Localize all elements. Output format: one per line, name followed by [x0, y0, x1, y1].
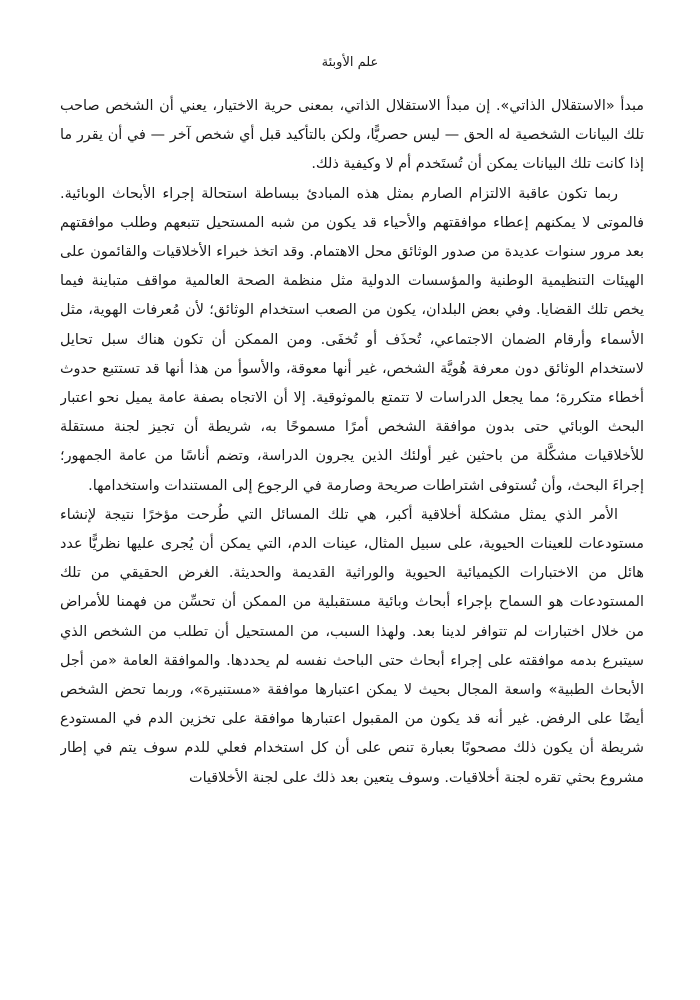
paragraph-1: مبدأ «الاستقلال الذاتي». إن مبدأ الاستقلال الذاتي، بمعنى حرية الاختيار، يعني أن الشخص صاحب تلك البيانات الشخصية له الحق — ليس حصريًّا، ولكن بالتأكيد قبل أي شخص آخر — في أن يقرر ما إذا كانت تلك البيانات يمكن أن تُستَخدم أم لا وكيفية ذلك.: [60, 98, 644, 173]
running-header-title: علم الأوبئة: [321, 55, 379, 70]
paragraph-3: الأمر الذي يمثل مشكلة أخلاقية أكبر، هي تلك المسائل التي طُرحت مؤخرًا نتيجة لإنشاء مستودعات للعينات الحيوية، على سبيل المثال، عينات الدم، التي يمكن أن يُجرى عليها نظريًّا عدد هائل من الاختبارات الكيميائية الحيوية والوراثية القديمة والحديثة. الغرض الحقيقي من تلك المستودعات هو السماح بإجراء أبحاث وبائية مستقبلية من الممكن أن تحسِّن من فهمنا للأمراض من خلال اختبارات لم تتوافر لدينا بعد. ولهذا السبب، من المستحيل أن تطلب من الشخص الذي سيتبرع بدمه موافقته على إجراء أبحاث حتى الباحث نفسه لم يحددها. والموافقة العامة «من أجل الأبحاث الطبية» واسعة المجال بحيث لا يمكن اعتبارها موافقة «مستنيرة»، وربما تحض الشخص أيضًا على الرفض. غير أنه قد يكون من المقبول اعتبارها موافقة على تخزين الدم في المستودع شريطة أن يكون ذلك مصحوبًا بعبارة تنص على أن كل استخدام فعلي للدم سوف يتم في إطار مشروع بحثي تقره لجنة أخلاقيات. وسوف يتعين بعد ذلك على لجنة الأخلاقيات: [60, 506, 644, 786]
body-text: [60, 92, 644, 992]
paragraph-2: ربما تكون عاقبة الالتزام الصارم بمثل هذه المبادئ ببساطة استحالة إجراء الأبحاث الوبائية. فالموتى لا يمكنهم إعطاء موافقتهم والأحياء قد يكون من شبه المستحيل تتبعهم وطلب موافقتهم بعد مرور سنوات عديدة من صدور الوثائق محل الاهتمام. وقد اتخذ خبراء الأخلاقيات والقائمون على الهيئات التنظيمية الوطنية والمؤسسات الدولية مثل منظمة الصحة العالمية مواقف متباينة فيما يخص تلك القضايا. وفي بعض البلدان، يكون من الصعب استخدام الوثائق؛ لأن مُعرفات الهوية، مثل الأسماء وأرقام الضمان الاجتماعي، تُحذَف أو تُخفَى. ومن الممكن أن تكون هناك سبل تحايل لاستخدام الوثائق دون معرفة هُويَّة الشخص، غير أنها معوقة، والأسوأ من هذا أنها قد تستتبع حدوث أخطاء متكررة؛ مما يجعل الدراسات لا تتمتع بالموثوقية. إلا أن الاتجاه بصفة عامة يميل نحو اعتبار البحث الوبائي حتى بدون موافقة الشخص أمرًا مسموحًا به، شريطة أن تجيز لجنة مستقلة للأخلاقيات مشكَّلة من باحثين غير أولئك الذين يجرون الدراسة، وتضم أناسًا من عامة الجمهور؛ إجراءَ البحث، وأن تُستوفى اشتراطات صريحة وصارمة في الرجوع إلى المستندات واستخدامها.: [60, 185, 644, 494]
